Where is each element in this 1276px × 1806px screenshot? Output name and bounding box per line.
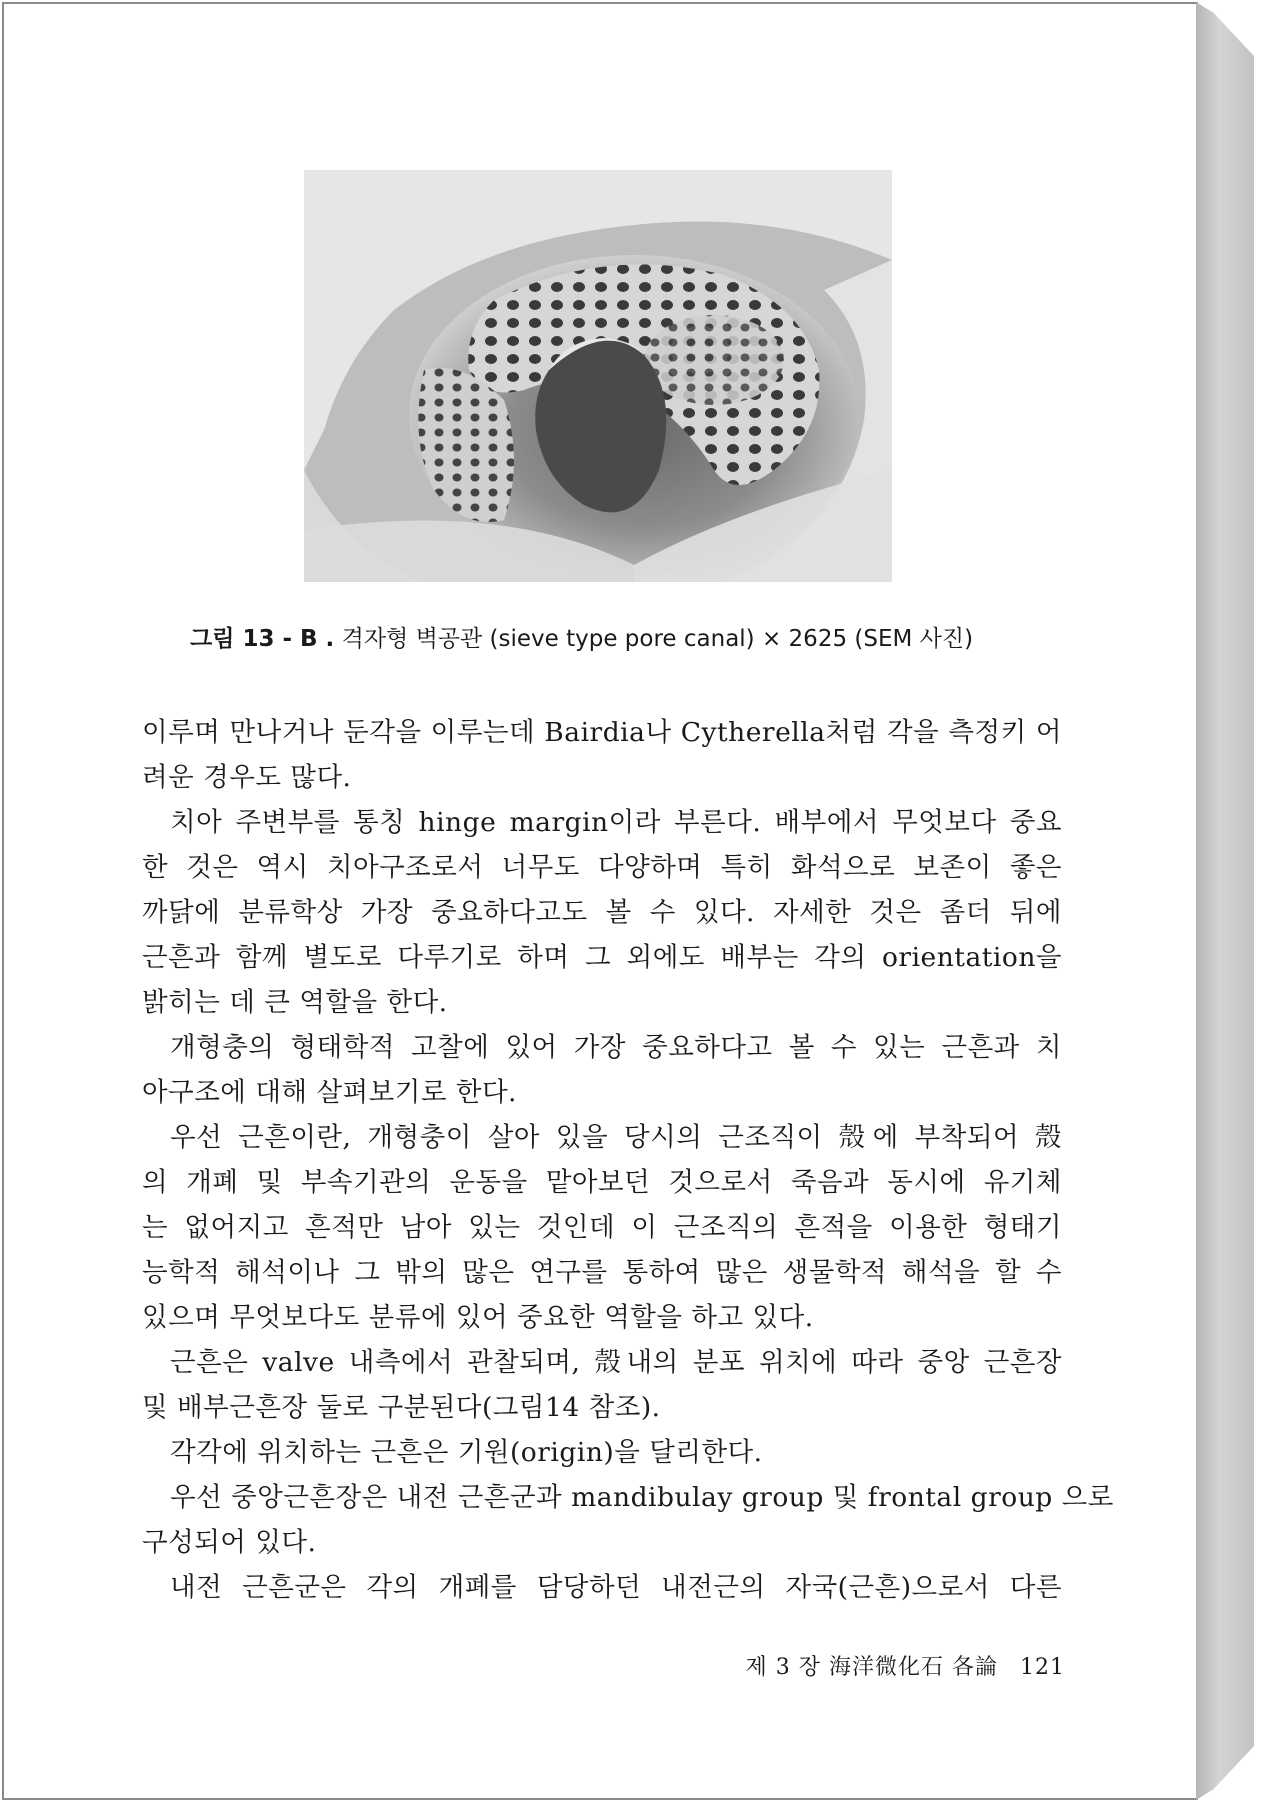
text-line: 우선 근흔이란, 개형충이 살아 있을 당시의 근조직이 殼에 부착되어 殼 (170, 1122, 1062, 1153)
text-line: 한 것은 역시 치아구조로서 너무도 다양하며 특히 화석으로 보존이 좋은 (142, 852, 1062, 883)
page-stack-edge (1196, 2, 1254, 1800)
figure-caption-text: 격자형 벽공관 (sieve type pore canal) × 2625 (SEM 사진) (341, 626, 974, 652)
page-number: 121 (1020, 1655, 1065, 1680)
figure-label: 그림 13 - B . (190, 626, 335, 652)
text-line: 능학적 해석이나 그 밖의 많은 연구를 통하여 많은 생물학적 해석을 할 수 (142, 1257, 1062, 1288)
text-line: 우선 중앙근흔장은 내전 근흔군과 mandibulay group 및 frontal group 으로 (170, 1482, 1114, 1513)
text-line: 려운 경우도 많다. (142, 762, 352, 793)
body-text (142, 710, 1114, 1610)
figure-caption (190, 620, 1090, 653)
text-line: 및 배부근흔장 둘로 구분된다(그림14 참조). (142, 1392, 661, 1423)
text-line: 는 없어지고 흔적만 남아 있는 것인데 이 근조직의 흔적을 이용한 형태기 (142, 1212, 1062, 1243)
footer-title: 海洋微化石 各論 (829, 1655, 998, 1680)
text-line: 이루며 만나거나 둔각을 이루는데 Bairdia나 Cytherella처럼 각을 측정키 어 (142, 717, 1062, 748)
text-line: 내전 근흔군은 각의 개폐를 담당하던 내전근의 자국(근흔)으로서 다른 (170, 1572, 1062, 1603)
sem-photograph (304, 170, 892, 582)
text-line: 아구조에 대해 살펴보기로 한다. (142, 1077, 517, 1108)
text-line: 개형충의 형태학적 고찰에 있어 가장 중요하다고 볼 수 있는 근흔과 치 (170, 1032, 1062, 1063)
text-line: 각각에 위치하는 근흔은 기원(origin)을 달리한다. (170, 1437, 763, 1468)
text-line: 의 개폐 및 부속기관의 운동을 맡아보던 것으로서 죽음과 동시에 유기체 (142, 1167, 1062, 1198)
text-line: 근흔은 valve 내측에서 관찰되며, 殼내의 분포 위치에 따라 중앙 근흔장 (170, 1347, 1062, 1378)
text-line: 구성되어 있다. (142, 1527, 317, 1558)
text-line: 까닭에 분류학상 가장 중요하다고도 볼 수 있다. 자세한 것은 좀더 뒤에 (142, 897, 1062, 928)
footer-chapter: 제 3 장 (745, 1655, 821, 1680)
text-line: 있으며 무엇보다도 분류에 있어 중요한 역할을 하고 있다. (142, 1302, 814, 1333)
running-footer (700, 1650, 1065, 1681)
text-line: 치아 주변부를 통칭 hinge margin이라 부른다. 배부에서 무엇보다 중요 (170, 807, 1062, 838)
text-line: 근흔과 함께 별도로 다루기로 하며 그 외에도 배부는 각의 orientation을 (142, 942, 1062, 973)
text-line: 밝히는 데 큰 역할을 한다. (142, 987, 448, 1018)
